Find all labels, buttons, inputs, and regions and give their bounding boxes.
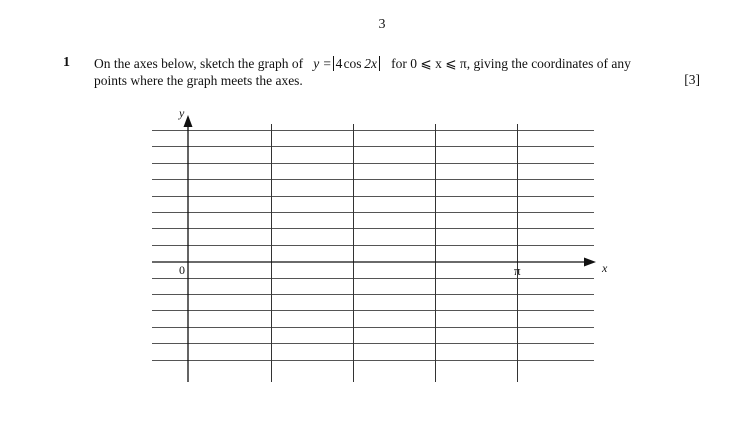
y-axis-arrow-icon: [184, 115, 193, 127]
question-marks: [3]: [684, 72, 700, 87]
x-axis-label: x: [602, 261, 608, 275]
formula-func: cos: [343, 56, 362, 71]
x-axis-arrow-icon: [584, 258, 596, 267]
axes: [152, 106, 608, 382]
page-number: 3: [378, 17, 386, 32]
question-number: 1: [63, 55, 70, 70]
question-text-before: On the axes below, sketch the graph of: [94, 56, 304, 71]
formula-lhs: y =: [313, 56, 332, 71]
pi-label: π: [514, 263, 521, 278]
question-text-after: for 0 ⩽ x ⩽ π, giving the coordinates of any: [391, 56, 631, 71]
question-line-2: points where the graph meets the axes.: [94, 73, 303, 88]
formula-coeff: 4: [335, 56, 343, 71]
origin-label: 0: [179, 263, 185, 277]
y-axis-label: y: [179, 106, 185, 120]
horizontal-grid-lines: [152, 131, 594, 361]
formula-arg: 2x: [364, 56, 378, 71]
